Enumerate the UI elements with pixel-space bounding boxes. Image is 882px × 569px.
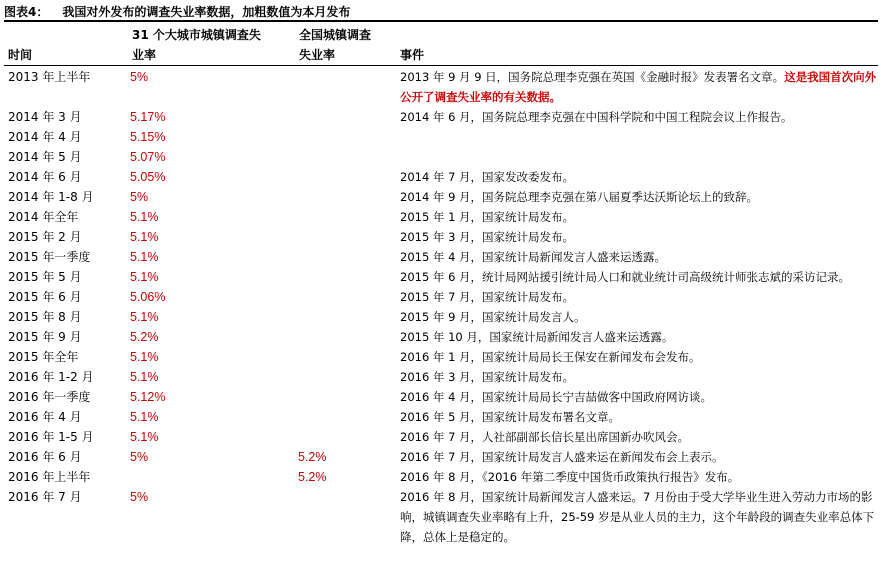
time-cell: 2016 年 6 月 xyxy=(8,450,82,464)
header-city-rate-line2: 业率 xyxy=(132,48,157,62)
table-row xyxy=(8,67,878,107)
city-rate-cell: 5% xyxy=(130,450,149,464)
national-rate-cell xyxy=(298,287,400,307)
city-rate-cell: 5.15% xyxy=(130,130,166,144)
national-rate-cell xyxy=(298,207,400,227)
time-cell: 2016 年 1-2 月 xyxy=(8,370,94,384)
time-cell: 2015 年 5 月 xyxy=(8,270,82,284)
event-cell xyxy=(400,127,878,147)
city-rate-cell: 5.12% xyxy=(130,390,166,404)
caption-title: 我国对外发布的调查失业率数据，加粗数值为本月发布 xyxy=(62,5,351,19)
city-rate-cell: 5.1% xyxy=(130,210,159,224)
table-row xyxy=(8,407,878,427)
event-cell xyxy=(400,447,878,467)
time-cell: 2015 年 2 月 xyxy=(8,230,82,244)
event-cell xyxy=(400,147,878,167)
event-text: 2016 年 4 月，国家统计局局长宁吉喆做客中国政府网访谈。 xyxy=(400,390,713,404)
time-cell: 2014 年 5 月 xyxy=(8,150,82,164)
time-cell: 2015 年 8 月 xyxy=(8,310,82,324)
header-event: 事件 xyxy=(400,48,425,62)
national-rate-cell xyxy=(298,347,400,367)
national-rate-cell: 5.2% xyxy=(298,470,327,484)
event-cell xyxy=(400,207,878,227)
city-rate-cell: 5.1% xyxy=(130,350,159,364)
national-rate-cell xyxy=(298,67,400,107)
time-cell: 2015 年 9 月 xyxy=(8,330,82,344)
header-national-rate xyxy=(299,25,371,65)
event-cell xyxy=(400,427,878,447)
table-row xyxy=(8,287,878,307)
national-rate-cell xyxy=(298,107,400,127)
national-rate-cell xyxy=(298,367,400,387)
event-cell xyxy=(400,367,878,387)
national-rate-cell xyxy=(298,127,400,147)
table-row xyxy=(8,327,878,347)
time-cell: 2016 年 1-5 月 xyxy=(8,430,94,444)
table-row xyxy=(8,447,878,467)
event-text: 2016 年 7 月，人社部副部长信长星出席国新办吹风会。 xyxy=(400,430,690,444)
event-text: 2014 年 9 月，国务院总理李克强在第八届夏季达沃斯论坛上的致辞。 xyxy=(400,190,759,204)
city-rate-cell: 5.06% xyxy=(130,290,166,304)
event-cell xyxy=(400,387,878,407)
event-text: 2015 年 7 月，国家统计局发布。 xyxy=(400,290,575,304)
unemployment-table xyxy=(8,67,878,547)
national-rate-cell xyxy=(298,227,400,247)
time-cell: 2016 年一季度 xyxy=(8,390,91,404)
figure-caption xyxy=(4,3,878,22)
time-cell: 2015 年全年 xyxy=(8,350,79,364)
caption-rule xyxy=(4,20,878,22)
event-cell xyxy=(400,227,878,247)
event-text: 2015 年 1 月，国家统计局发布。 xyxy=(400,210,575,224)
event-cell xyxy=(400,407,878,427)
time-cell: 2016 年 7 月 xyxy=(8,490,82,504)
time-cell: 2014 年 4 月 xyxy=(8,130,82,144)
city-rate-cell: 5.07% xyxy=(130,150,166,164)
table-row xyxy=(8,167,878,187)
event-text: 2015 年 4 月，国家统计局新闻发言人盛来运透露。 xyxy=(400,250,667,264)
city-rate-cell: 5% xyxy=(130,490,149,504)
city-rate-cell: 5.1% xyxy=(130,250,159,264)
event-text: 2014 年 7 月，国家发改委发布。 xyxy=(400,170,575,184)
national-rate-cell xyxy=(298,247,400,267)
city-rate-cell: 5% xyxy=(130,70,149,84)
city-rate-cell: 5.05% xyxy=(130,170,166,184)
city-rate-cell: 5.1% xyxy=(130,430,159,444)
event-text: 2013 年 9 月 9 日，国务院总理李克强在英国《金融时报》发表署名文章。 xyxy=(400,70,785,84)
time-cell: 2014 年全年 xyxy=(8,210,79,224)
table-row xyxy=(8,127,878,147)
time-cell: 2016 年上半年 xyxy=(8,470,91,484)
national-rate-cell xyxy=(298,387,400,407)
event-text: 2015 年 9 月，国家统计局发言人。 xyxy=(400,310,586,324)
national-rate-cell xyxy=(298,267,400,287)
table-row xyxy=(8,267,878,287)
event-cell xyxy=(400,107,878,127)
table-row xyxy=(8,147,878,167)
national-rate-cell xyxy=(298,187,400,207)
event-cell xyxy=(400,467,878,487)
national-rate-cell xyxy=(298,427,400,447)
event-text: 2016 年 1 月，国家统计局局长王保安在新闻发布会发布。 xyxy=(400,350,701,364)
event-text: 2016 年 3 月，国家统计局发布。 xyxy=(400,370,575,384)
table-row xyxy=(8,187,878,207)
header-national-rate-line2: 失业率 xyxy=(299,48,336,62)
event-cell xyxy=(400,487,878,547)
table-row xyxy=(8,487,878,547)
event-text: 2016 年 8 月，国家统计局新闻发言人盛来运。7 月份由于受大学毕业生进入劳动力市场的影响，城镇调查失业率略有上升，25-59 岁是从业人员的主力，这个年龄段的调查失业率总体下降，总体上是稳定的。 xyxy=(400,490,875,544)
table-row xyxy=(8,207,878,227)
city-rate-cell xyxy=(130,467,298,487)
time-cell: 2016 年 4 月 xyxy=(8,410,82,424)
event-text: 2016 年 5 月，国家统计局发布署名文章。 xyxy=(400,410,621,424)
header-time: 时间 xyxy=(8,48,33,62)
city-rate-cell: 5.1% xyxy=(130,410,159,424)
event-cell xyxy=(400,327,878,347)
city-rate-cell: 5.1% xyxy=(130,310,159,324)
table-row xyxy=(8,367,878,387)
time-cell: 2013 年上半年 xyxy=(8,70,91,84)
time-cell: 2014 年 6 月 xyxy=(8,170,82,184)
event-highlight-text: 这是我国首次向外公开了调查失业率的有关数据。 xyxy=(400,70,877,104)
event-text: 2016 年 7 月，国家统计局发言人盛来运在新闻发布会上表示。 xyxy=(400,450,724,464)
national-rate-cell xyxy=(298,407,400,427)
caption-label: 图表4： xyxy=(4,5,49,19)
event-text: 2014 年 6 月，国务院总理李克强在中国科学院和中国工程院会议上作报告。 xyxy=(400,110,793,124)
event-cell xyxy=(400,187,878,207)
city-rate-cell: 5.2% xyxy=(130,330,159,344)
event-text: 2015 年 6 月，统计局网站援引统计局人口和就业统计司高级统计师张志斌的采访记录。 xyxy=(400,270,851,284)
table-body xyxy=(8,67,878,547)
event-cell xyxy=(400,67,878,107)
event-cell xyxy=(400,287,878,307)
national-rate-cell: 5.2% xyxy=(298,450,327,464)
event-cell xyxy=(400,267,878,287)
city-rate-cell: 5.1% xyxy=(130,230,159,244)
table-row xyxy=(8,427,878,447)
header-national-rate-line1: 全国城镇调查 xyxy=(299,28,372,42)
national-rate-cell xyxy=(298,307,400,327)
table-row xyxy=(8,307,878,327)
city-rate-cell: 5.1% xyxy=(130,270,159,284)
table-row xyxy=(8,387,878,407)
event-cell xyxy=(400,347,878,367)
table-row xyxy=(8,107,878,127)
city-rate-cell: 5% xyxy=(130,190,149,204)
time-cell: 2015 年 6 月 xyxy=(8,290,82,304)
event-cell xyxy=(400,167,878,187)
header-rule xyxy=(4,65,878,66)
event-text: 2015 年 3 月，国家统计局发布。 xyxy=(400,230,575,244)
table-row xyxy=(8,247,878,267)
event-text: 2015 年 10 月，国家统计局新闻发言人盛来运透露。 xyxy=(400,330,674,344)
city-rate-cell: 5.1% xyxy=(130,370,159,384)
national-rate-cell xyxy=(298,147,400,167)
time-cell: 2014 年 1-8 月 xyxy=(8,190,94,204)
header-city-rate xyxy=(132,25,261,65)
time-cell: 2014 年 3 月 xyxy=(8,110,82,124)
table-row xyxy=(8,227,878,247)
header-city-rate-line1: 31 个大城市城镇调查失 xyxy=(132,28,261,42)
table-row xyxy=(8,347,878,367)
city-rate-cell: 5.17% xyxy=(130,110,166,124)
table-row xyxy=(8,467,878,487)
national-rate-cell xyxy=(298,167,400,187)
event-text: 2016 年 8 月，《2016 年第二季度中国货币政策执行报告》发布。 xyxy=(400,470,740,484)
event-cell xyxy=(400,247,878,267)
national-rate-cell xyxy=(298,327,400,347)
national-rate-cell xyxy=(298,487,400,547)
time-cell: 2015 年一季度 xyxy=(8,250,91,264)
event-cell xyxy=(400,307,878,327)
